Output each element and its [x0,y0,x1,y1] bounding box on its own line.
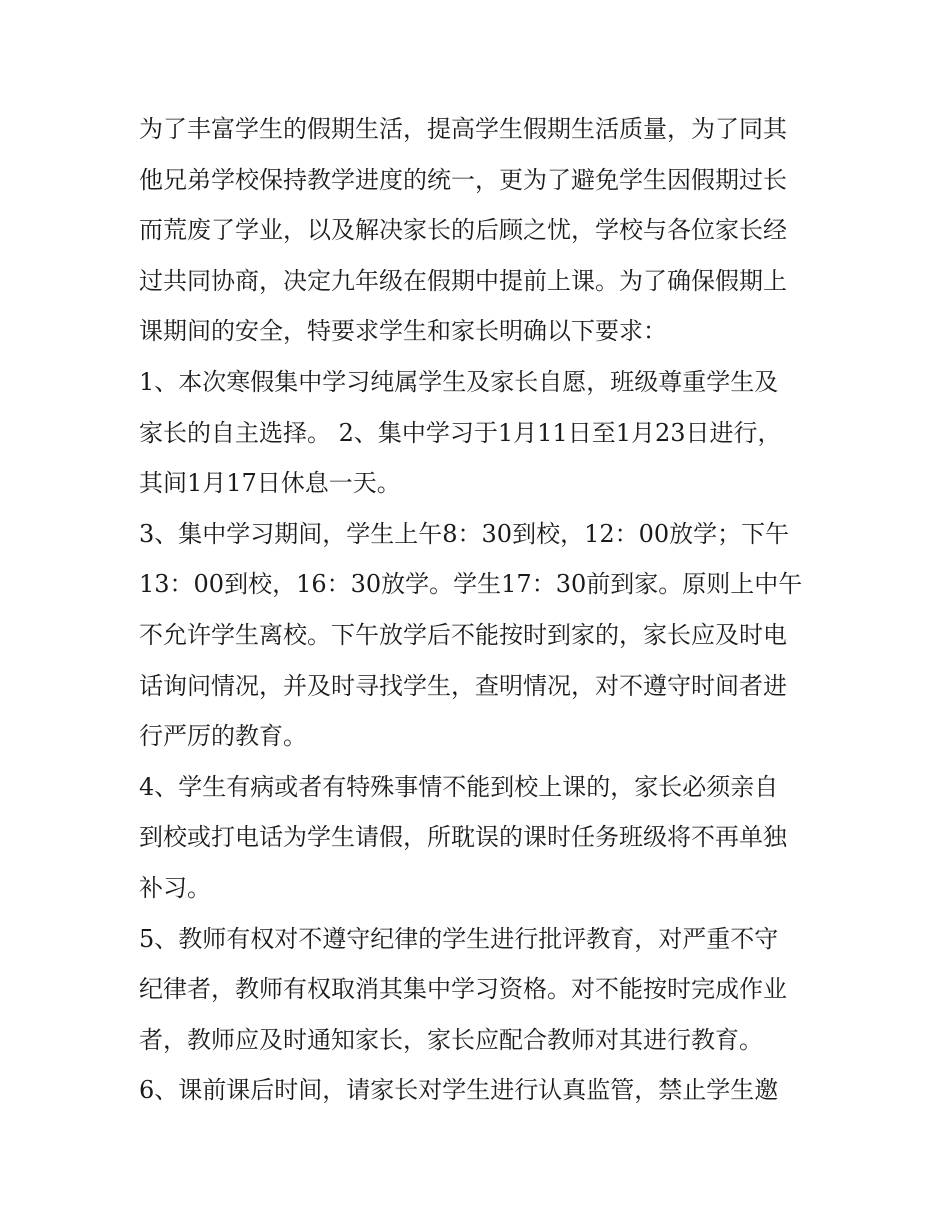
text-line: 不允许学生离校。下午放学后不能按时到家的，家长应及时电 [139,620,787,649]
text-line: 6、课前课后时间，请家长对学生进行认真监管，禁止学生邀 [139,1076,779,1105]
document-body [139,104,819,1116]
text-line: 纪律者，教师有权取消其集中学习资格。对不能按时完成作业 [139,975,787,1004]
text-line: 话询问情况，并及时寻找学生，查明情况，对不遵守时间者进 [139,671,787,700]
text-line: 5、教师有权对不遵守纪律的学生进行批评教育，对严重不守 [139,924,779,953]
text-line: 13：00到校，16：30放学。学生17：30前到家。原则上中午 [139,570,803,599]
text-line: 为了丰富学生的假期生活，提高学生假期生活质量，为了同其 [139,115,787,143]
text-line: 其间1月17日休息一天。 [139,469,401,498]
text-line: 1、本次寒假集中学习纯属学生及家长自愿，班级尊重学生及 [139,367,779,396]
text-line: 到校或打电话为学生请假，所耽误的课时任务班级将不再单独 [139,823,787,852]
text-line: 者，教师应及时通知家长，家长应配合教师对其进行教育。 [139,1025,763,1054]
text-line: 3、集中学习期间，学生上午8：30到校，12：00放学；下午 [139,519,790,548]
text-line: 而荒废了学业，以及解决家长的后顾之忧，学校与各位家长经 [139,216,787,245]
text-line: 补习。 [139,873,211,902]
text-line: 他兄弟学校保持教学进度的统一，更为了避免学生因假期过长 [139,165,787,194]
text-line: 家长的自主选择。 2、集中学习于1月11日至1月23日进行， [139,418,782,447]
text-line: 课期间的安全，特要求学生和家长明确以下要求： [139,317,667,346]
text-line: 行严厉的教育。 [139,722,307,751]
text-line: 过共同协商，决定九年级在假期中提前上课。为了确保假期上 [139,266,787,295]
text-line: 4、学生有病或者有特殊事情不能到校上课的，家长必须亲自 [139,772,779,801]
